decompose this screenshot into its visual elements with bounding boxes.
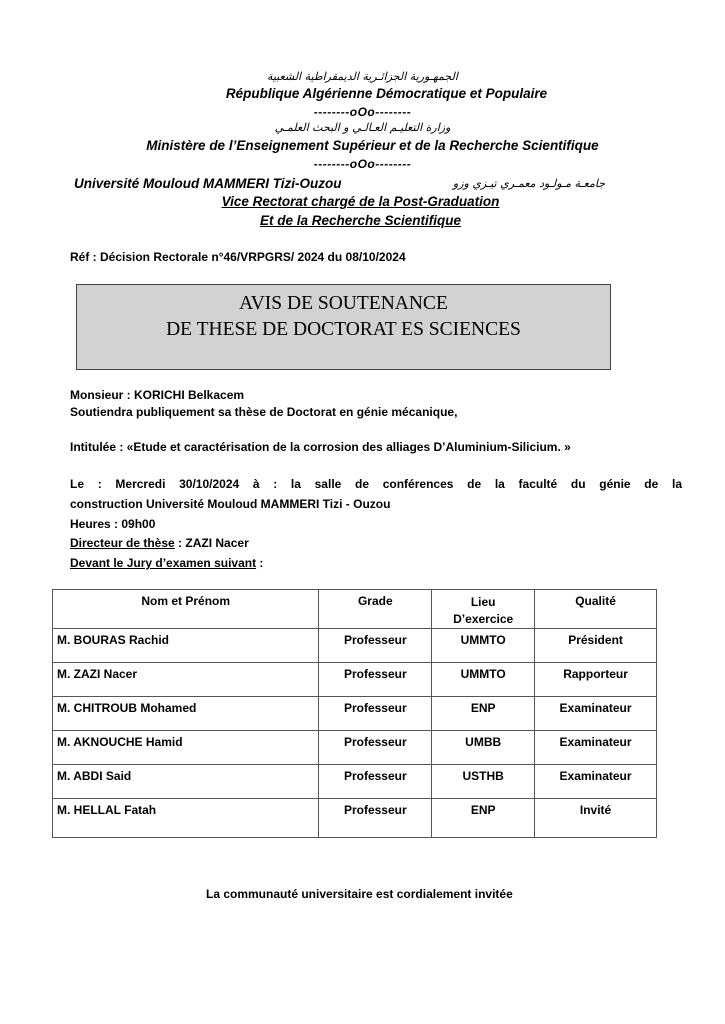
jury-label: Devant le Jury d’examen suivant [70, 556, 257, 570]
jury-member-qualite: Examinateur [535, 731, 657, 765]
table-row [53, 663, 657, 697]
jury-member-lieu: UMBB [432, 731, 535, 765]
header-lieu-line1: Lieu [470, 595, 496, 609]
jury-member-name: M. CHITROUB Mohamed [53, 697, 319, 731]
jury-member-grade: Professeur [319, 765, 432, 799]
jury-suffix: : [256, 556, 264, 570]
announcement-title-line2: DE THESE DE DOCTORAT ES SCIENCES [166, 319, 521, 340]
university-name: Université Mouloud MAMMERI Tizi-Ouzou [74, 176, 342, 191]
jury-member-grade: Professeur [319, 697, 432, 731]
table-row [53, 629, 657, 663]
defense-location-continued: construction Université Mouloud MAMMERI Tizi - Ouzou [70, 497, 391, 511]
separator-2: --------oOo-------- [313, 157, 412, 171]
defense-hours: Heures : 09h00 [70, 517, 156, 531]
jury-member-qualite: Rapporteur [535, 663, 657, 697]
thesis-statement: Soutiendra publiquement sa thèse de Doctorat en génie mécanique, [70, 405, 458, 419]
thesis-title: Intitulée : «Etude et caractérisation de la corrosion des alliages D’Aluminium-Silicium. » [70, 440, 571, 454]
ministry-name: Ministère de l’Enseignement Supérieur et de la Recherche Scientifique [146, 138, 599, 153]
jury-member-grade: Professeur [319, 663, 432, 697]
jury-member-lieu: UMMTO [432, 663, 535, 697]
table-row [53, 765, 657, 799]
jury-table-header-row [53, 590, 657, 629]
vice-rectorat-line2: Et de la Recherche Scientifique [259, 213, 462, 228]
jury-table [52, 589, 657, 838]
header-lieu [432, 590, 535, 629]
jury-member-qualite: Président [535, 629, 657, 663]
arabic-republic-name: الجمهـورية الجزائـرية الديمقراطية الشعبية [267, 70, 458, 83]
jury-member-qualite: Invité [535, 799, 657, 838]
table-row [53, 697, 657, 731]
jury-member-name: M. HELLAL Fatah [53, 799, 319, 838]
jury-member-grade: Professeur [319, 799, 432, 838]
header-grade: Grade [319, 590, 432, 629]
jury-member-qualite: Examinateur [535, 697, 657, 731]
republic-name: République Algérienne Démocratique et Populaire [225, 86, 548, 101]
director-label: Directeur de thèse [70, 536, 175, 550]
header-lieu-line2: D’exercice [453, 612, 514, 626]
announcement-title-box [76, 284, 611, 370]
jury-member-grade: Professeur [319, 731, 432, 765]
defense-date-location: Le : Mercredi 30/10/2024 à : la salle de conférences de la faculté du génie de la [70, 477, 682, 491]
header-qualite: Qualité [535, 590, 657, 629]
jury-member-name: M. BOURAS Rachid [53, 629, 319, 663]
arabic-university-name: جامعـة مـولـود معمـري تيـزي وزو [452, 177, 605, 190]
director-value: : ZAZI Nacer [174, 536, 249, 550]
jury-member-qualite: Examinateur [535, 765, 657, 799]
jury-intro [70, 556, 263, 570]
reference-decision: Réf : Décision Rectorale n°46/VRPGRS/ 2024 du 08/10/2024 [70, 250, 406, 264]
jury-member-name: M. AKNOUCHE Hamid [53, 731, 319, 765]
jury-member-lieu: USTHB [432, 765, 535, 799]
jury-member-name: M. ZAZI Nacer [53, 663, 319, 697]
announcement-title-line1: AVIS DE SOUTENANCE [239, 293, 448, 314]
vice-rectorat-line1: Vice Rectorat chargé de la Post-Graduation [221, 194, 500, 209]
jury-member-lieu: ENP [432, 799, 535, 838]
jury-member-lieu: UMMTO [432, 629, 535, 663]
table-row [53, 799, 657, 838]
invitation-footer: La communauté universitaire est cordialement invitée [206, 887, 513, 901]
arabic-ministry-name: وزارة التعليـم العـالـي و البحث العلمـي [274, 121, 451, 134]
separator-1: --------oOo-------- [313, 105, 412, 119]
thesis-director [70, 536, 249, 550]
jury-member-lieu: ENP [432, 697, 535, 731]
header-name: Nom et Prénom [53, 590, 319, 629]
candidate-name: Monsieur : KORICHI Belkacem [70, 388, 245, 402]
jury-member-name: M. ABDI Said [53, 765, 319, 799]
jury-member-grade: Professeur [319, 629, 432, 663]
table-row [53, 731, 657, 765]
